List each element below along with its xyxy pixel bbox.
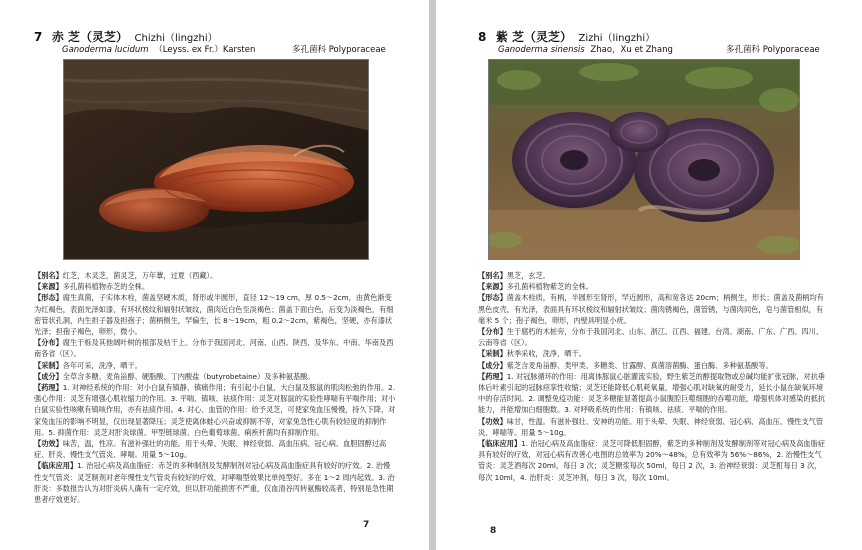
section-key: 【分布】 <box>34 338 63 348</box>
left-body-text <box>34 270 396 505</box>
left-entry-pinyin: Chizhi（lingzhi） <box>134 33 218 44</box>
right-section-harvest <box>478 348 826 359</box>
right-section-alias <box>478 270 826 281</box>
section-key: 【来源】 <box>34 282 63 292</box>
right-section-clinical <box>478 438 826 483</box>
section-text: 秋季采收，洗净，晒干。 <box>506 349 586 359</box>
section-key: 【形态】 <box>478 293 507 303</box>
right-section-morphology <box>478 292 826 326</box>
section-key: 【临床应用】 <box>34 461 78 471</box>
left-entry-number: 7 <box>34 30 43 44</box>
section-text: 味甘，性温。有滋补强壮、安神的功能。用于头晕、失眠、神经衰弱、冠心病、高血压、慢性支气管炎、哮喘等。用量 5～10g。 <box>478 416 824 437</box>
left-section-alias <box>34 270 396 281</box>
section-key: 【药理】 <box>478 371 507 381</box>
section-key: 【别名】 <box>34 271 63 280</box>
left-section-harvest <box>34 360 396 371</box>
right-section-components <box>478 360 826 371</box>
right-genus: Ganoderma sinensis <box>498 45 585 55</box>
left-family: 多孔菌科 Polyporaceae <box>292 45 386 55</box>
section-text: 黑芝，玄芝。 <box>506 271 550 280</box>
left-page-number: 7 <box>363 520 370 530</box>
left-section-distribution <box>34 337 396 359</box>
section-key: 【采制】 <box>478 349 507 359</box>
section-key: 【别名】 <box>478 271 507 280</box>
left-section-components <box>34 371 396 382</box>
section-key: 【功效】 <box>34 439 63 449</box>
left-section-clinical <box>34 460 396 505</box>
section-key: 【采制】 <box>34 360 63 370</box>
right-scientific-name <box>498 43 673 55</box>
left-section-efficacy <box>34 438 396 460</box>
lingzhi-photo-purple <box>488 59 800 260</box>
right-section-efficacy <box>478 416 826 438</box>
right-section-distribution <box>478 326 826 348</box>
book-gutter <box>429 0 436 550</box>
left-scientific-name <box>62 43 255 55</box>
left-genus: Ganoderma lucidum <box>62 45 149 55</box>
purple-lingzhi-illustration <box>489 60 799 259</box>
section-text: 多孔菌科植物紫芝的全株。 <box>506 282 594 292</box>
section-text: 各年可采，洗净，晒干。 <box>62 360 142 370</box>
section-text: 生于腐朽的木桩旁，分布于我国河北、山东、浙江、江西、福建、台湾、湖南、广东、广西、四川、云南等省（区）。 <box>478 327 824 348</box>
section-key: 【药理】 <box>34 383 63 393</box>
section-text: 紫芝含麦角甾醇、类甲类、多糖类、甘露醇、真菌溶菌酶、蛋白酶、多种氨基酸等。 <box>506 360 773 370</box>
section-text: 1. 对神经系统的作用：对小白鼠有镇静、镇痛作用；有引起小白鼠、大白鼠及豚鼠的肌肉松弛的作用。2. 强心作用：灵芝有增强心肌收缩力的作用。3. 平喘、镇咳、祛痰作用：灵芝对豚鼠的实验性哮喘有平喘作用；对小白鼠实验性咳嗽有镇咳作用，亦有祛痰作用。4. 对心、血管的作用：给予灵芝，可使家兔血压慢慢，持久下降，对家兔血压的影响不明显，仅出现显著降压；灵芝使离体蛙心兴奋或抑制不等，对家兔急性心肌有较轻度的抑制作用。5. 抑菌作用：灵芝对肝炎球菌、甲型链球菌、白色葡萄球菌、痢疾杆菌均有抑制作用。 <box>34 383 396 437</box>
section-text: 1. 对冠脉循环的作用：用离体豚鼠心脏灌流实验，野生紫芝的醇提取物或总碱均能扩张冠脉，对抗垂体后叶素引起的冠脉痉挛性收缩；灵芝还能降低心肌耗氧量，增强心肌对缺氧的耐受力，延长小鼠在缺氧环境中的存活时间。2. 调整免疫功能：灵芝多糖能显著提高小鼠腹腔巨噬细胞的吞噬功能，增强机体对感染的抵抗能力，并能增加白细胞数。3. 对呼吸系统的作用：有镇咳、祛痰、平喘的作用。 <box>478 371 825 415</box>
section-text: 全草含多糖、麦角甾醇、硬脂酸、丁内酸盐（butyrobetaine）及多种氨基酸。 <box>62 371 315 381</box>
section-key: 【成分】 <box>478 360 507 370</box>
section-text: 1. 治冠心病及高血脂症：赤芝的多种制剂及发酵制剂对冠心病及高血脂症具有较好的疗效。2. 治慢性支气管炎：灵芝制剂对老年慢性支气管炎有较好的疗效，对哮喘型效果比单纯型好。多在 1～2 周内起效。3. 治肝炎：多数报告认为对肝炎病人确有一定疗效，但以肝功能损害不严重，仅血清谷丙转氨酶较高者，特别是急性期患者疗效更好。 <box>34 461 395 505</box>
section-key: 【临床应用】 <box>478 439 522 449</box>
right-family: 多孔菌科 Polyporaceae <box>726 45 820 55</box>
section-text: 红芝，木灵芝，菌灵芝，万年蕈，过夏（西藏）。 <box>62 271 218 280</box>
left-author: （Leyss. ex Fr.）Karsten <box>154 45 256 55</box>
section-key: 【分布】 <box>478 327 507 337</box>
section-text: 菌盖木栓质，有柄，半圆形至肾形，罕近圆形，高和宽各达 20cm；柄侧生，形长；菌盖及菌柄均有黑色皮壳，有光泽，表面具有环状棱纹和辐射状皱纹；菌肉锈褐色，菌管锈，与菌肉同色，皂与菌管相似，有毫米 5 个；孢子褐色，卵形，内壁具明显小疣。 <box>478 293 824 325</box>
section-key: 【形态】 <box>34 293 63 303</box>
section-text: 1. 治冠心病及高血脂症：灵芝可降低胆固醇，紫芝的多种制剂及发酵制剂等对冠心病及高血脂症具有较好的疗效，对冠心病有改善心电图的总效率为 20%～48%，总有效率为 56%～86%，2. 治慢性支气管炎：灵芝酒每次 20ml，每日 3 次；灵芝糖浆每次 50ml，每日 2 次，3. 治神经衰弱：灵芝酊每日 3 次，每次 10ml，4. 治肝炎：灵芝冲剂，每日 3 次，每次 10ml。 <box>478 439 825 482</box>
left-entry-name: 赤 芝（灵芝） <box>51 30 129 44</box>
right-page-number: 8 <box>490 526 497 536</box>
section-text: 腐生真菌，子实体木栓，菌盖坚硬木质，肾形或半圆形，直径 12～19 cm，厚 0.5～2cm，由黄色渐变为红褐色，表面光泽如漆，有环状棱纹和辐射状皱纹，菌肉近白色至淡褐色；菌盖下面白色，后变为淡褐色，有细密管状孔洞，内生担子器及担孢子；菌柄侧生，罕偏生，长 8～19cm，粗 0.2～2cm，紫褐色，坚硬，亦有漆状光泽；担孢子褐色，卵形，微小。 <box>34 293 394 337</box>
left-section-pharmacology <box>34 382 396 438</box>
lingzhi-photo-red <box>63 59 369 260</box>
right-section-source <box>478 281 826 292</box>
section-key: 【成分】 <box>34 371 63 381</box>
right-entry-number: 8 <box>478 30 487 44</box>
right-section-pharmacology <box>478 371 826 416</box>
right-entry-pinyin: Zizhi（lingzhi） <box>578 33 656 44</box>
section-text: 味苦，温，性凉。有滋补强壮的功能。用于头晕、失眠、神经衰弱、高血压病、冠心病、血胆固醇过高症、肝炎、慢性支气管炎、哮喘。用量 5～10g。 <box>34 439 387 460</box>
right-page <box>436 0 862 550</box>
red-lingzhi-illustration <box>64 60 368 259</box>
right-author: Zhao，Xu et Zhang <box>590 45 673 55</box>
section-key: 【功效】 <box>478 416 507 426</box>
left-page <box>0 0 429 550</box>
left-section-source <box>34 281 396 292</box>
section-key: 【来源】 <box>478 282 507 292</box>
section-text: 多孔菌科植物赤芝的全株。 <box>62 282 150 292</box>
section-text: 腐生于栎及其他阔叶树的根部及枯干上。分布于我国河北、河南、山西、陕西、及华东、中南、华南及西南各省（区）。 <box>34 338 394 359</box>
right-body-text <box>478 270 826 483</box>
left-section-morphology <box>34 292 396 337</box>
right-entry-name: 紫 芝（灵芝） <box>495 30 573 44</box>
